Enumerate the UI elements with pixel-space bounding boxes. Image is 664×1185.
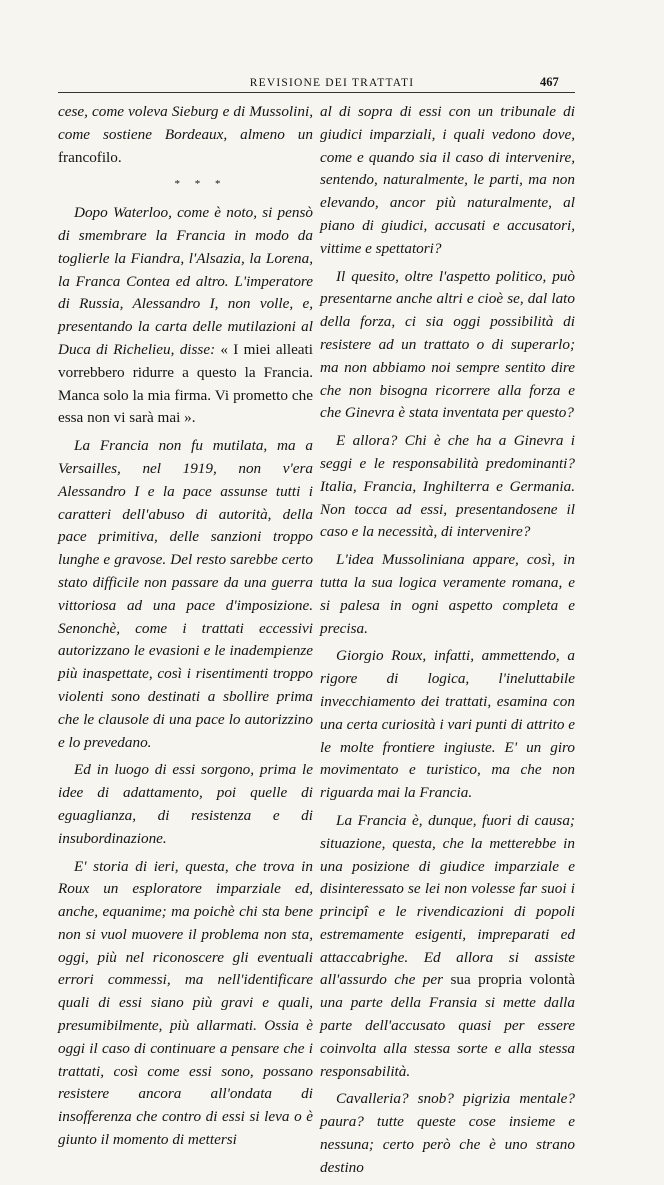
paragraph: La Francia è, dunque, fuori di causa; situazione, questa, che la metterebbe in una posizione di giudice imparziale e disinteressato se lei non volesse far suoi i principî e le rivendicazioni di popoli estremamente esigenti, impreparati ed attaccabrighe. Ed allora si assiste all'assurdo che per sua propria volontà una parte della Fransia si mette dalla parte dell'accusato quasi per essere coinvolta alla stessa sorte e alla stessa responsabilità. bbox=[320, 811, 575, 1080]
paragraph: E' storia di ieri, questa, che trova in Roux un esploratore imparziale ed, anche, equanime; ma poichè chi sta bene non si vuol muovere il problema non sta, oggi, più nel riconoscere gli eventuali errori commessi, ma nell'identificare quali di essi siano più gravi e quali, presumibilmente, più allarmati. Ossia è oggi il caso di continuare a pensare che i trattati, così come essi sono, possano resistere ancora all'ondata di insofferenza che contro di essi si leva o è giunto il momento di mettersi bbox=[58, 857, 313, 1149]
right-column bbox=[320, 101, 575, 1185]
paragraph: E allora? Chi è che ha a Ginevra i seggi e le responsabilità predominanti? Italia, Francia, Inghilterra e Germania. Non tocca ad essi, presentandosene il caso e la necessità, di intervenire? bbox=[320, 432, 575, 541]
roman-phrase: sua propria volontà bbox=[450, 971, 575, 989]
paragraph: Il quesito, oltre l'aspetto politico, può presentarne anche altri e cioè se, dal lato della forza, ci sia oggi possibilità di resistere ad un trattato o di superarlo; ma non abbiamo noi sempre sentito dire che non bisogna ricorrere alla forza e che Ginevra è stata inventata per questo? bbox=[320, 267, 575, 422]
paragraph-continued: cese, come voleva Sieburg e di Mussolini, come sostiene Bordeaux, almeno un francofilo. bbox=[58, 103, 313, 166]
paragraph-continued-tail: francofilo. bbox=[58, 148, 122, 166]
running-title: REVISIONE DEI TRATTATI bbox=[249, 77, 415, 89]
quote: « I miei alleati vorrebbero ridurre a questo la Francia. Manca solo la mia firma. Vi prometto che essa non vi sarà mai ». bbox=[58, 340, 313, 427]
paragraph: L'idea Mussoliniana appare, così, in tutta la sua logica veramente romana, e si palesa in ogni aspetto completa e precisa. bbox=[320, 551, 575, 637]
header-rule bbox=[58, 92, 575, 93]
paragraph: Ed in luogo di essi sorgono, prima le idee di adattamento, poi quelle di eguaglianza, di resistenza e di insubordinazione. bbox=[58, 761, 313, 847]
paragraph-continued: al di sopra di essi con un tribunale di giudici imparziali, i quali vedono dove, come e quando sia il caso di intervenire, sentendo, naturalmente, le parti, ma non elevando, ancor più naturalmente, al piano di giudici, accusati e accusatori, vittime e spettatori? bbox=[320, 103, 575, 257]
paragraph: La Francia non fu mutilata, ma a Versailles, nel 1919, non v'era Alessandro I e la pace assunse tutti i caratteri dell'abuso di autorità, della pace primitiva, delle sanzioni troppo lunghe e gravose. Del resto sarebbe certo stato difficile non passare da una guerra vittoriosa ad una pace d'imposizione. Senonchè, come i trattati eccessivi autorizzano le evasioni e le inadempienze più inaspettate, così i risentimenti troppo violenti sono destinati a sbollire prima che le clausole di una pace lo autorizzino e lo prevedano. bbox=[58, 437, 313, 751]
paragraph: Giorgio Roux, infatti, ammettendo, a rigore di logica, l'ineluttabile invecchiamento dei trattati, esamina con una certa curiosità i vari punti di attrito e le molte frontiere ingiuste. E' un giro movimentato e turistico, ma che non riguarda mai la Francia. bbox=[320, 647, 575, 802]
paragraph: Dopo Waterloo, come è noto, si pensò di smembrare la Francia in modo da toglierle la Fiandra, l'Alsazia, la Lorena, la Franca Contea ed altro. L'imperatore di Russia, Alessandro I, non volle, e, presentando la carta delle mutilazioni al Duca di Richelieu, disse: « I miei alleati vorrebbero ridurre a questo la Francia. Manca solo la mia firma. Vi prometto che essa non vi sarà mai ». bbox=[58, 204, 313, 427]
paragraph: Cavalleria? snob? pigrizia mentale? paura? tutte queste cose insieme e nessuna; certo però che è uno strano destino bbox=[320, 1090, 575, 1176]
section-separator: * * * bbox=[174, 178, 227, 191]
left-column bbox=[58, 101, 313, 1157]
page-number: 467 bbox=[540, 75, 559, 89]
